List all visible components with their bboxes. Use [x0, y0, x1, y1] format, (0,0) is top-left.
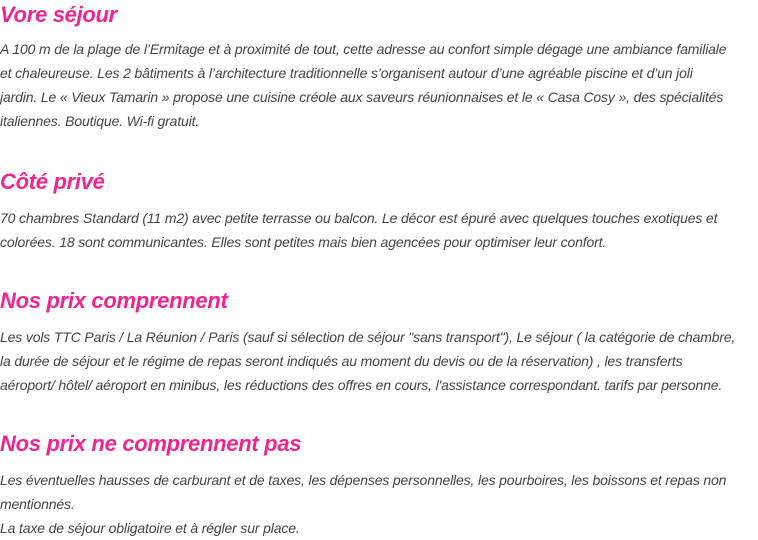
section-title: Vore séjour: [0, 2, 117, 27]
text-line: mentionnés.: [0, 496, 75, 512]
section-title: Nos prix comprennent: [0, 288, 228, 313]
section-description: [0, 325, 758, 397]
text-line: La taxe de séjour obligatoire et à régler sur place.: [0, 520, 300, 536]
section-title: Côté privé: [0, 169, 105, 194]
section-prix-comprennent: [0, 287, 758, 397]
section-title: Nos prix ne comprennent pas: [0, 431, 302, 456]
section-prix-ne-comprennent-pas: [0, 430, 758, 540]
section-votre-sejour: [0, 1, 758, 133]
text-line: colorées. 18 sont communicantes. Elles sont petites mais bien agencées pour optimiser leur confort.: [0, 234, 607, 250]
text-line: italiennes. Boutique. Wi-fi gratuit.: [0, 113, 200, 129]
section-cote-prive: [0, 168, 758, 254]
text-line: la durée de séjour et le régime de repas seront indiqués au moment du devis ou de la réservation) , les transferts: [0, 353, 683, 369]
section-description: [0, 206, 758, 254]
text-line: aéroport/ hôtel/ aéroport en minibus, les réductions des offres en cours, l'assistance correspondant. tarifs par personne.: [0, 377, 723, 393]
text-line: Les éventuelles hausses de carburant et de taxes, les dépenses personnelles, les pourboires, les boissons et repas non: [0, 472, 727, 488]
text-line: et chaleureuse. Les 2 bâtiments à l’architecture traditionnelle s’organisent autour d’une agréable piscine et d’un joli: [0, 65, 693, 81]
section-description: [0, 37, 758, 133]
text-line: Les vols TTC Paris / La Réunion / Paris (sauf si sélection de séjour "sans transport"), Le séjour ( la catégorie de chambre,: [0, 329, 736, 345]
section-description: [0, 468, 758, 540]
text-line: jardin. Le « Vieux Tamarin » propose une cuisine créole aux saveurs réunionnaises et le « Casa Cosy », des spécialités: [0, 89, 724, 105]
text-line: A 100 m de la plage de l’Ermitage et à proximité de tout, cette adresse au confort simple dégage une ambiance familiale: [0, 41, 727, 57]
text-line: 70 chambres Standard (11 m2) avec petite terrasse ou balcon. Le décor est épuré avec quelques touches exotiques et: [0, 210, 718, 226]
